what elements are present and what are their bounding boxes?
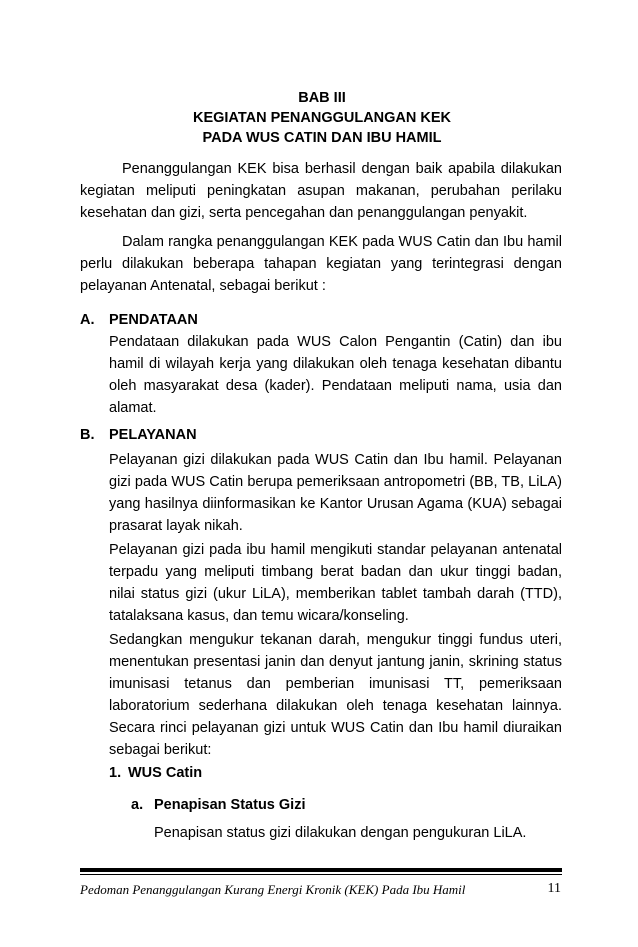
footer-rule-thick	[80, 868, 562, 872]
section-b-paragraph-2: Pelayanan gizi pada ibu hamil mengikuti standar pelayanan antenatal terpadu yang meliputi timbang berat badan dan ukur tinggi badan, nilai status gizi (ukur LiLA), memberikan tablet tambah darah (TTD), tatalaksana kasus, dan temu wicara/konseling.	[109, 542, 562, 624]
footer-rule-thin	[80, 874, 562, 875]
subsection-1-number: 1.	[109, 765, 122, 781]
section-b-title: PELAYANAN	[109, 427, 197, 443]
intro-paragraph-1: Penanggulangan KEK bisa berhasil dengan baik apabila dilakukan kegiatan meliputi peningkatan asupan makanan, perubahan perilaku kesehatan dan gizi, serta pencegahan dan penanggulangan penyakit.	[80, 161, 562, 221]
section-a-paragraph: Pendataan dilakukan pada WUS Calon Pengantin (Catin) dan ibu hamil di wilayah kerja yang dilakukan oleh tenaga kesehatan dibantu oleh masyarakat desa (kader). Pendataan meliputi nama, usia dan alamat.	[109, 334, 562, 416]
section-a-letter: A.	[80, 312, 95, 328]
intro-paragraph-2: Dalam rangka penanggulangan KEK pada WUS Catin dan Ibu hamil perlu dilakukan beberapa tahapan kegiatan yang terintegrasi dengan pelayanan Antenatal, sebagai berikut :	[80, 234, 562, 294]
item-a-letter: a.	[131, 797, 144, 813]
chapter-title-line1: KEGIATAN PENANGGULANGAN KEK	[192, 110, 452, 126]
page-number: 11	[547, 881, 561, 896]
section-b-paragraph-3: Sedangkan mengukur tekanan darah, mengukur tinggi fundus uteri, menentukan presentasi janin dan denyut jantung janin, skrining status imunisasi tetanus dan pemberian imunisasi TT, pemeriksaan laboratorium sederhana dilakukan oleh tenaga kesehatan lainnya. Secara rinci pelayanan gizi untuk WUS Catin dan Ibu hamil diuraikan sebagai berikut:	[109, 632, 562, 758]
chapter-title-line2: PADA WUS CATIN DAN IBU HAMIL	[202, 130, 442, 146]
item-a-title: Penapisan Status Gizi	[154, 797, 306, 813]
item-a-text: Penapisan status gizi dilakukan dengan pengukuran LiLA.	[154, 825, 527, 841]
chapter-label: BAB III	[298, 90, 346, 106]
footer-text: Pedoman Penanggulangan Kurang Energi Kronik (KEK) Pada Ibu Hamil	[80, 882, 466, 897]
section-a-title: PENDATAAN	[109, 312, 198, 328]
subsection-1-title: WUS Catin	[128, 765, 203, 781]
section-b-paragraph-1: Pelayanan gizi dilakukan pada WUS Catin dan Ibu hamil. Pelayanan gizi pada WUS Catin berupa pemeriksaan antropometri (BB, TB, LiLA) yang hasilnya diinformasikan ke Kantor Urusan Agama (KUA) sebagai prasarat layak nikah.	[109, 452, 562, 534]
section-b-letter: B.	[80, 427, 95, 443]
